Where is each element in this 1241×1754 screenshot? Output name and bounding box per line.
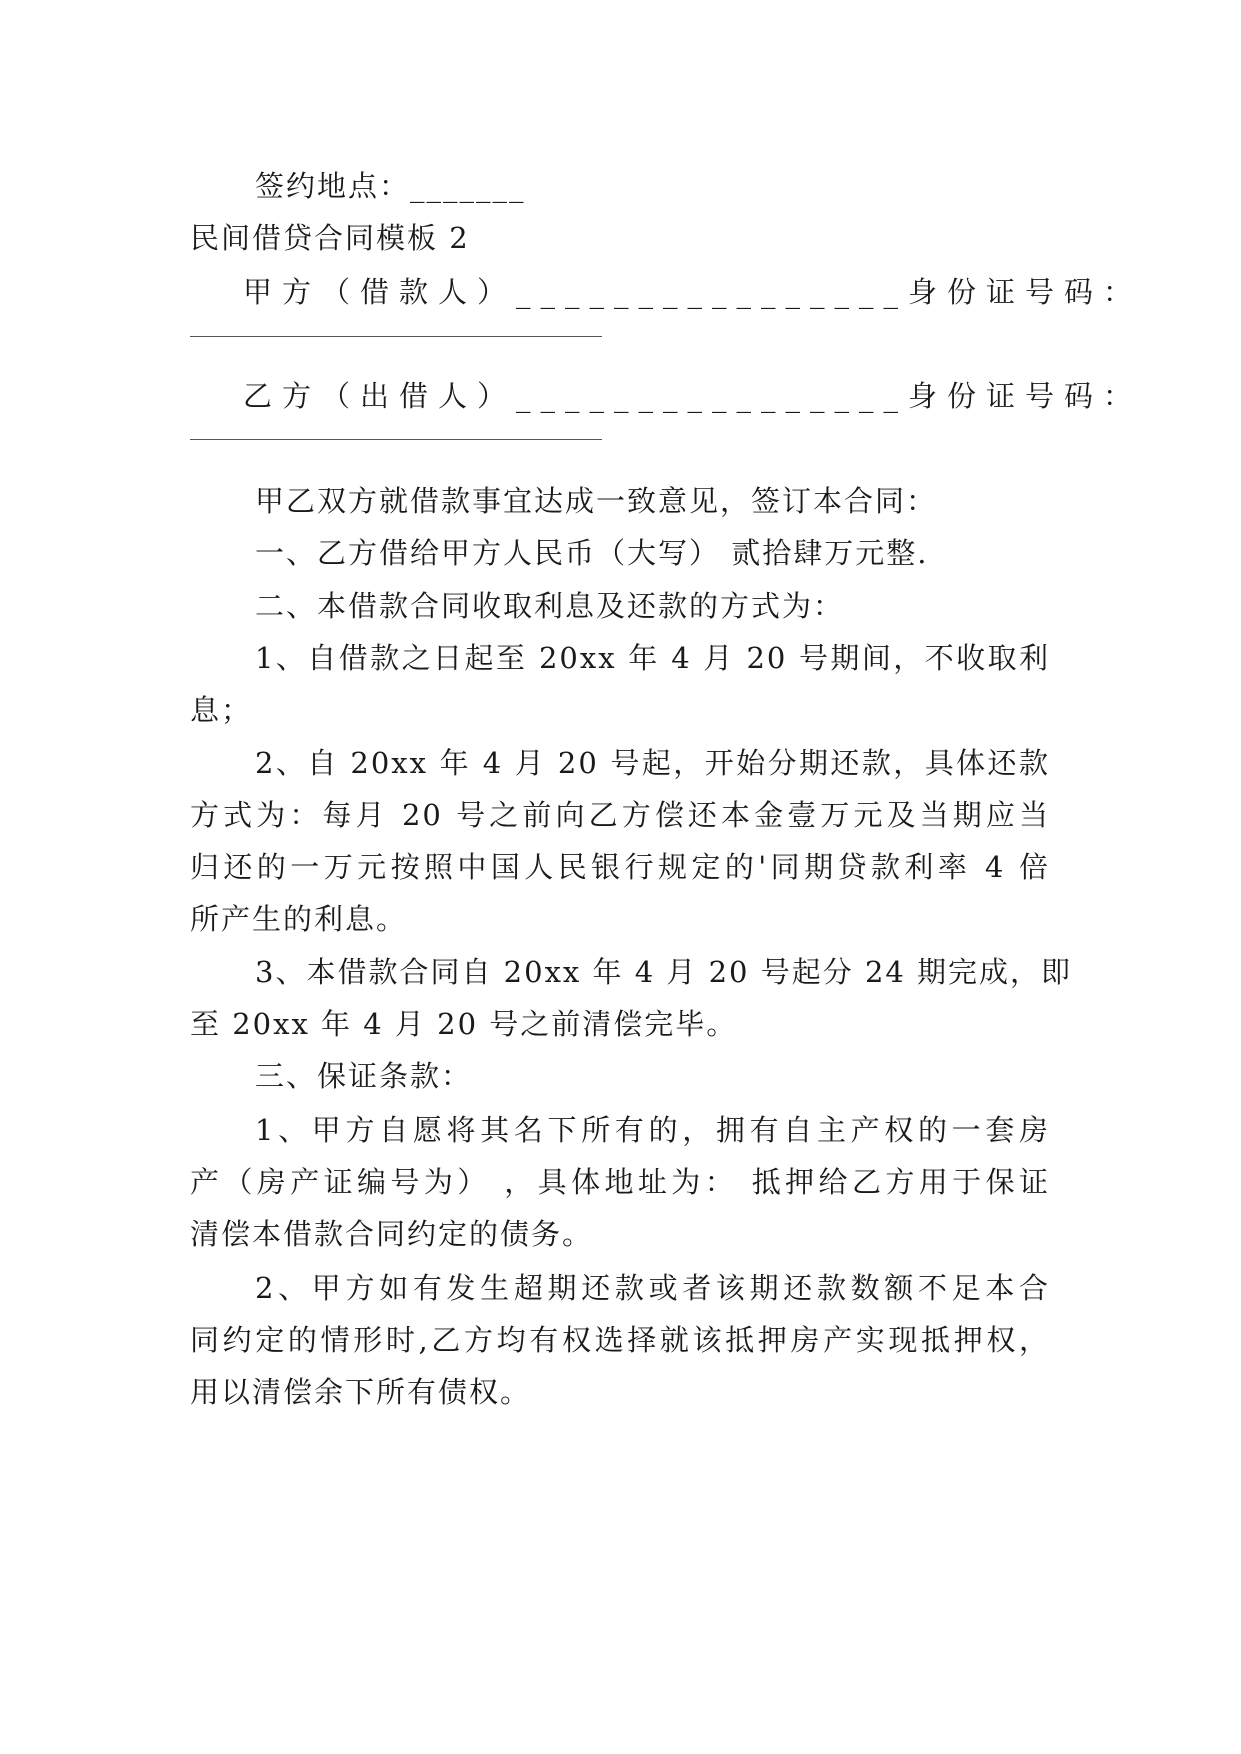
clause-2-item-3-line-1: 3、本借款合同自 20xx 年 4 月 20 号起分 24 期完成，即 <box>255 955 1073 989</box>
clause-3-item-1-line-3: 清偿本借款合同约定的债务。 <box>190 1217 594 1251</box>
clause-2-item-1-line-2: 息； <box>190 693 253 727</box>
clause-2-item-2-line-1: 2、自 20xx 年 4 月 20 号起，开始分期还款，具体还款 <box>255 746 1050 780</box>
clause-3-item-2-line-3: 用以清偿余下所有债权。 <box>190 1375 532 1409</box>
clause-2-title: 二、本借款合同收取利息及还款的方式为： <box>255 589 845 623</box>
clause-2-item-3-line-2: 至 20xx 年 4 月 20 号之前清偿完毕。 <box>190 1007 738 1041</box>
intro-paragraph: 甲乙双方就借款事宜达成一致意见，签订本合同： <box>255 484 938 518</box>
clause-3-item-1-line-1: 1、甲方自愿将其名下所有的，拥有自主产权的一套房 <box>255 1113 1050 1147</box>
party-b-id-underline <box>190 439 602 440</box>
party-b-line: 乙方（出借人）________________身份证号码： <box>243 379 1143 413</box>
clause-3-item-1-line-2: 产（房产证编号为） ，具体地址为： 抵押给乙方用于保证 <box>190 1165 1050 1199</box>
clause-2-item-1-line-1: 1、自借款之日起至 20xx 年 4 月 20 号期间，不收取利 <box>255 641 1050 675</box>
clause-3-title: 三、保证条款： <box>255 1059 473 1093</box>
party-a-line: 甲方（借款人）________________身份证号码： <box>243 275 1143 309</box>
clause-2-item-2-line-3: 归还的一万元按照中国人民银行规定的'同期贷款利率 4 倍 <box>190 850 1050 884</box>
signing-place: 签约地点：_______ <box>255 169 526 203</box>
party-a-id-underline <box>190 336 602 337</box>
document-title: 民间借贷合同模板 2 <box>190 221 470 255</box>
clause-2-item-2-line-2: 方式为：每月 20 号之前向乙方偿还本金壹万元及当期应当 <box>190 798 1050 832</box>
clause-3-item-2-line-2: 同约定的情形时,乙方均有权选择就该抵押房产实现抵押权， <box>190 1323 1050 1357</box>
clause-3-item-2-line-1: 2、甲方如有发生超期还款或者该期还款数额不足本合 <box>255 1271 1050 1305</box>
clause-1: 一、乙方借给甲方人民币（大写） 贰拾肆万元整. <box>255 536 929 570</box>
clause-2-item-2-line-4: 所产生的利息。 <box>190 902 408 936</box>
